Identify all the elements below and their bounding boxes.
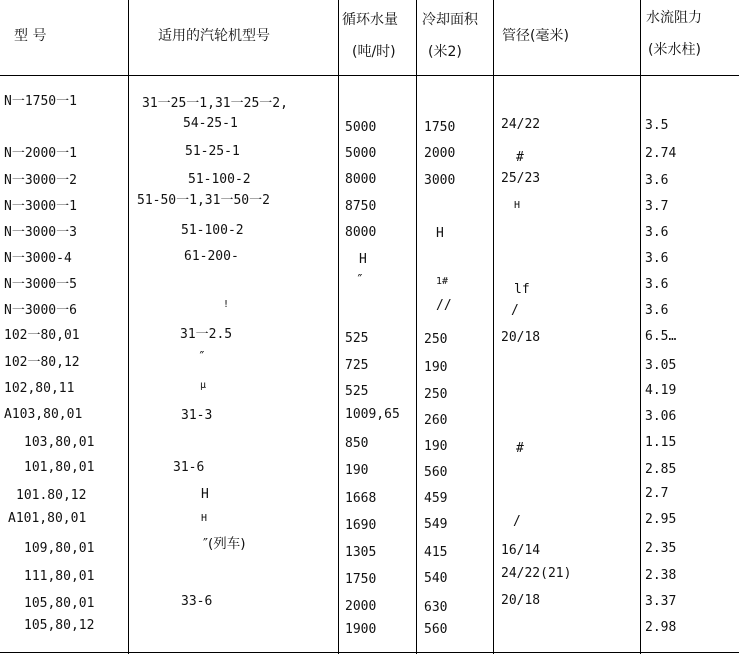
cell-area: H xyxy=(436,226,444,241)
cell-area: 459 xyxy=(424,491,448,506)
cell-flow: 1690 xyxy=(345,518,377,533)
cell-flow: 5000 xyxy=(345,146,377,161)
cell-flow: H xyxy=(359,252,367,267)
header-pipe: 管径(毫米) xyxy=(502,28,569,44)
cell-turbine: ! xyxy=(223,299,230,310)
cell-resistance: 3.05 xyxy=(645,358,677,373)
cell-flow: 190 xyxy=(345,463,369,478)
cell-resistance: 3.6 xyxy=(645,225,669,240)
header-resistance-unit: (米水柱) xyxy=(648,42,701,58)
cell-pipe: 20/18 xyxy=(501,330,541,345)
cell-pipe: H xyxy=(514,200,521,211)
cell-resistance: 2.74 xyxy=(645,146,677,161)
cell-pipe: # xyxy=(516,150,524,165)
cell-model: 109,80,01 xyxy=(24,541,95,556)
cell-resistance: 4.19 xyxy=(645,383,677,398)
cell-flow: 8000 xyxy=(345,225,377,240)
cell-turbine: μ xyxy=(200,380,207,391)
col-divider-3 xyxy=(416,0,417,654)
cell-turbine: 31一25一1,31一25一2, xyxy=(142,96,288,111)
cell-resistance: 3.6 xyxy=(645,277,669,292)
cell-flow: ″ xyxy=(356,273,364,288)
cell-turbine: 51-50一1,31一50一2 xyxy=(137,193,270,208)
cell-model: N一3000一5 xyxy=(4,277,77,292)
cell-turbine: 51-25-1 xyxy=(185,144,240,159)
cell-model: 103,80,01 xyxy=(24,435,95,450)
cell-flow: 850 xyxy=(345,436,369,451)
cell-model: 102一80,01 xyxy=(4,328,80,343)
cell-pipe: / xyxy=(513,514,521,529)
cell-area: 2000 xyxy=(424,146,456,161)
cell-resistance: 2.38 xyxy=(645,568,677,583)
cell-flow: 525 xyxy=(345,384,369,399)
cell-resistance: 2.7 xyxy=(645,486,669,501)
cell-pipe: 24/22(21) xyxy=(501,566,572,581)
cell-model: 105,80,01 xyxy=(24,596,95,611)
cell-area: 560 xyxy=(424,622,448,637)
cell-turbine: 31-6 xyxy=(173,460,205,475)
cell-area: 190 xyxy=(424,360,448,375)
cell-resistance: 3.6 xyxy=(645,251,669,266)
cell-model: A103,80,01 xyxy=(4,407,83,422)
cell-resistance: 3.7 xyxy=(645,199,669,214)
cell-pipe: lf xyxy=(514,282,530,297)
cell-pipe: 16/14 xyxy=(501,543,541,558)
cell-resistance: 1.15 xyxy=(645,435,677,450)
cell-model: 101.80,12 xyxy=(16,488,87,503)
cell-resistance: 3.5 xyxy=(645,118,669,133)
cell-model: N一3000一6 xyxy=(4,303,77,318)
cell-model: 102,80,11 xyxy=(4,381,75,396)
cell-turbine: 51-100-2 xyxy=(181,223,244,238)
cell-model: 101,80,01 xyxy=(24,460,95,475)
cell-resistance: 2.95 xyxy=(645,512,677,527)
cell-flow: 8750 xyxy=(345,199,377,214)
cell-turbine: 33-6 xyxy=(181,594,213,609)
cell-turbine: H xyxy=(201,487,209,502)
cell-flow: 1305 xyxy=(345,545,377,560)
col-divider-4 xyxy=(493,0,494,654)
cell-flow: 5000 xyxy=(345,120,377,135)
cell-area: // xyxy=(436,298,452,313)
cell-turbine: ″(列车) xyxy=(203,536,246,552)
cell-pipe: 20/18 xyxy=(501,593,541,608)
cell-flow: 2000 xyxy=(345,599,377,614)
header-turbine: 适用的汽轮机型号 xyxy=(158,28,270,44)
cell-model: N一3000一1 xyxy=(4,199,77,214)
cell-flow: 1009,65 xyxy=(345,407,400,422)
cell-area: 3000 xyxy=(424,173,456,188)
table-bottom-border xyxy=(0,652,739,653)
cell-resistance: 2.85 xyxy=(645,462,677,477)
cell-model: 111,80,01 xyxy=(24,569,95,584)
cell-resistance: 3.6 xyxy=(645,173,669,188)
cell-area: 1750 xyxy=(424,120,456,135)
cell-turbine: 61-200- xyxy=(184,249,239,264)
cell-area: 260 xyxy=(424,413,448,428)
cell-flow: 525 xyxy=(345,331,369,346)
header-flow: 循环水量 xyxy=(342,12,398,28)
cell-resistance: 3.06 xyxy=(645,409,677,424)
cell-flow: 1900 xyxy=(345,622,377,637)
header-flow-unit: (吨/时) xyxy=(352,44,396,60)
cell-area: 630 xyxy=(424,600,448,615)
cell-turbine-line2: 54-25-1 xyxy=(183,116,238,131)
cell-resistance: 6.5… xyxy=(645,329,677,344)
cell-model: 105,80,12 xyxy=(24,618,95,633)
cell-pipe: / xyxy=(511,303,519,318)
cell-flow: 1668 xyxy=(345,491,377,506)
header-area: 冷却面积 xyxy=(422,12,478,28)
cell-model: N一1750一1 xyxy=(4,94,77,109)
header-divider xyxy=(0,75,739,76)
cell-resistance: 3.37 xyxy=(645,594,677,609)
cell-area: 1# xyxy=(436,276,449,287)
cell-turbine: 31一2.5 xyxy=(180,327,233,342)
cell-area: 540 xyxy=(424,571,448,586)
cell-area: 250 xyxy=(424,387,448,402)
cell-flow: 1750 xyxy=(345,572,377,587)
cell-area: 549 xyxy=(424,517,448,532)
cell-resistance: 2.98 xyxy=(645,620,677,635)
cell-model: N一3000-4 xyxy=(4,251,72,266)
cell-pipe: # xyxy=(516,441,524,456)
cell-flow: 8000 xyxy=(345,172,377,187)
col-divider-2 xyxy=(338,0,339,654)
cell-area: 415 xyxy=(424,545,448,560)
cell-area: 560 xyxy=(424,465,448,480)
header-model: 型 号 xyxy=(14,28,47,44)
cell-model: N一2000一1 xyxy=(4,146,77,161)
cell-area: 250 xyxy=(424,332,448,347)
cell-pipe: 24/22 xyxy=(501,117,541,132)
cell-resistance: 3.6 xyxy=(645,303,669,318)
cell-turbine: 51-100-2 xyxy=(188,172,251,187)
cell-pipe: 25/23 xyxy=(501,171,541,186)
cell-resistance: 2.35 xyxy=(645,541,677,556)
cell-turbine: H xyxy=(201,513,208,524)
cell-flow: 725 xyxy=(345,358,369,373)
cell-model: N一3000一3 xyxy=(4,225,77,240)
cell-model: N一3000一2 xyxy=(4,173,77,188)
header-resistance: 水流阻力 xyxy=(646,10,702,26)
cell-area: 190 xyxy=(424,439,448,454)
header-area-unit: (米2) xyxy=(428,44,462,60)
cell-turbine: 31-3 xyxy=(181,408,213,423)
col-divider-1 xyxy=(128,0,129,654)
cell-model: 102一80,12 xyxy=(4,355,80,370)
cell-turbine: ″ xyxy=(198,350,206,365)
cell-model: A101,80,01 xyxy=(8,511,87,526)
col-divider-5 xyxy=(640,0,641,654)
